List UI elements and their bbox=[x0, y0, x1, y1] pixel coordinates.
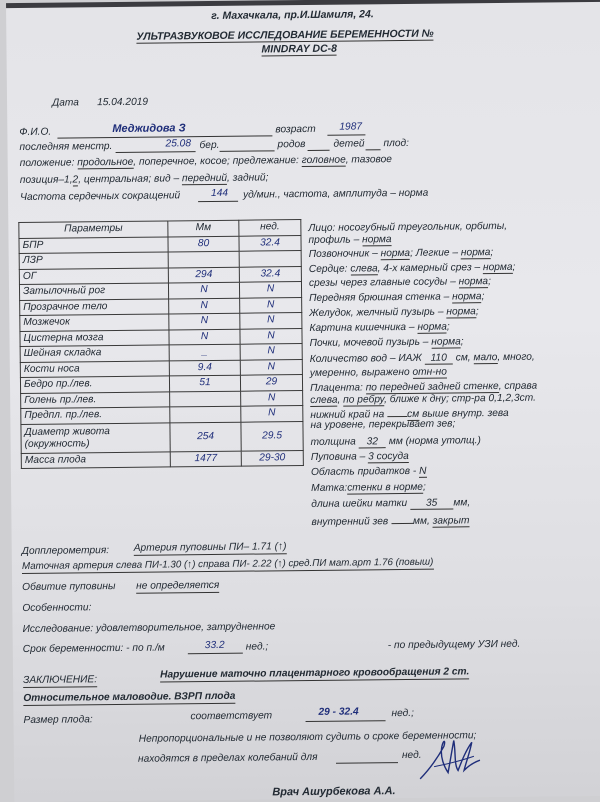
cord-label: Пуповина – bbox=[310, 451, 366, 463]
adnexa-line bbox=[311, 466, 427, 479]
row-mm: N bbox=[169, 298, 240, 314]
face-line: Лицо: носогубный треугольник, орбиты, bbox=[308, 220, 508, 234]
preg-label: бер. bbox=[199, 139, 220, 152]
thick-rest: мм (норма утолщ.) bbox=[388, 435, 481, 448]
position-rest1: , поперечное, косое; предлежание: bbox=[133, 155, 299, 168]
cervix-label: длина шейки матки bbox=[311, 497, 408, 510]
placenta4-line: на уровене, перекрывает зев; bbox=[310, 418, 456, 431]
header-mm: Мм bbox=[168, 220, 239, 236]
cord-line bbox=[311, 451, 409, 464]
water-label: Количество вод – ИАЖ bbox=[309, 352, 422, 365]
pozition-rest: , задний; bbox=[226, 172, 269, 184]
stomach-line: Желудок, желчный пузырь – норма; bbox=[309, 306, 479, 319]
row-weeks: N bbox=[240, 313, 302, 329]
row-mm: N bbox=[169, 313, 240, 329]
water-value: 110 bbox=[425, 352, 453, 364]
mass-label: Масса плода bbox=[21, 451, 170, 468]
os-label: внутренний зев bbox=[311, 516, 389, 528]
range-blank bbox=[336, 751, 398, 764]
row-label: Прозрачное тело bbox=[20, 298, 169, 315]
row-label: ЛЗР bbox=[19, 252, 168, 269]
size-weeks: нед.; bbox=[391, 707, 414, 720]
row-weeks: 32.4 bbox=[239, 266, 301, 282]
doppler-label: Допплерометрия: bbox=[21, 545, 110, 557]
row-mm bbox=[170, 406, 241, 422]
row-label: Кости носа bbox=[20, 360, 169, 377]
placenta-value: по передней задней стенке bbox=[365, 380, 499, 394]
heart-left: слева bbox=[350, 263, 378, 275]
hr-rest: уд/мин., частота, амплитуда – норма bbox=[242, 187, 429, 201]
profile-label: профиль – bbox=[308, 234, 360, 246]
fetus-label: плод: bbox=[383, 137, 410, 150]
spine-norma: норма bbox=[380, 247, 411, 260]
hr-value: 144 bbox=[210, 187, 229, 199]
conclusion-line2: Относительное маловодие. ВЗРП плода bbox=[23, 690, 236, 704]
placenta3-sm: см bbox=[407, 408, 420, 420]
water-rest: , много, bbox=[497, 351, 535, 364]
os-value: закрыт bbox=[432, 515, 470, 527]
study-line: Исследование: удовлетворительное, затрудненное bbox=[22, 621, 276, 635]
row-weeks: 29 bbox=[240, 375, 302, 391]
term-label: Срок беременности: - по п./м bbox=[22, 642, 165, 655]
diameter-weeks: 29.5 bbox=[241, 421, 303, 451]
births-label: родов bbox=[277, 139, 306, 151]
pozition-two: 2 bbox=[72, 174, 79, 186]
cervix-value: 35 bbox=[410, 497, 453, 509]
row-weeks: N bbox=[240, 344, 302, 360]
row-mm bbox=[168, 251, 239, 267]
doctor-name: Врач Ашурбекова А.А. bbox=[272, 785, 396, 799]
size-value: 29 - 32.4 bbox=[318, 706, 359, 718]
row-weeks bbox=[239, 251, 301, 267]
term-prev: - по предыдущему УЗИ нед. bbox=[387, 638, 521, 652]
position-label: положение: bbox=[19, 157, 75, 169]
lungs-label: ; Легкие – bbox=[410, 247, 459, 259]
placenta3-rest: выше внутр. зева bbox=[422, 407, 509, 420]
row-label: Голень пр./лев. bbox=[21, 391, 170, 408]
water2-label: умеренно, выражено bbox=[309, 366, 410, 379]
water2-line bbox=[310, 367, 447, 380]
lmp-label: последняя менстр. bbox=[19, 141, 113, 153]
os-blank bbox=[391, 513, 413, 524]
abd-line: Передняя брюшная стенка – норма; bbox=[309, 291, 485, 304]
water-low: мало bbox=[473, 352, 498, 364]
date-label: Дата bbox=[52, 97, 80, 109]
document-sheet bbox=[6, 0, 600, 802]
row-weeks: N bbox=[240, 328, 302, 344]
disprop-line: Непропорциональные и не позволяют судить о сроке беременности; bbox=[138, 730, 477, 745]
row-weeks: 32.4 bbox=[239, 235, 301, 251]
row-label: Шейная складка bbox=[20, 345, 169, 362]
vessels-label: срезы через главные сосуды – bbox=[308, 276, 456, 289]
doppler-artery: Артерия пуповины ПИ– 1.71 (↑) bbox=[133, 541, 287, 554]
vessels-line: срезы через главные сосуды – норма; bbox=[308, 276, 491, 289]
adnexa-label: Область придатков - bbox=[310, 465, 417, 478]
diameter-label-1: Диаметр живота bbox=[24, 425, 110, 438]
row-weeks: N bbox=[241, 390, 303, 406]
row-weeks: N bbox=[240, 297, 302, 313]
abd-norma: норма bbox=[452, 291, 482, 303]
size-match: соответствует bbox=[190, 710, 273, 723]
children-line bbox=[365, 138, 380, 150]
params-table bbox=[18, 219, 304, 469]
heart-label: Сердце: bbox=[308, 263, 348, 275]
table-row-diameter bbox=[21, 421, 303, 453]
conclusion-label: ЗАКЛЮЧЕНИЕ: bbox=[23, 674, 98, 686]
row-mm: 80 bbox=[168, 236, 239, 252]
children-label: детей bbox=[333, 138, 365, 150]
placenta-rest: , справа bbox=[498, 380, 538, 392]
doppler-uterine: Маточная артерия слева ПИ-1.30 (↑) справа ПИ- 2.22 (↑) сред.ПИ мат.арт 1.76 (повыш) bbox=[21, 556, 434, 572]
row-weeks: N bbox=[240, 359, 302, 375]
cord-value: 3 сосуда bbox=[368, 450, 409, 463]
placenta3-blank bbox=[387, 406, 407, 417]
vessels-norma: норма bbox=[458, 276, 489, 288]
bowel-line: Картина кишечника – норма; bbox=[309, 321, 450, 334]
row-label: Цистерна мозга bbox=[20, 329, 169, 346]
hr-label: Частота сердечных сокращений bbox=[19, 190, 181, 203]
row-label: Затылочный рог bbox=[19, 283, 168, 300]
water-sm: см, bbox=[455, 352, 471, 364]
row-weeks: N bbox=[239, 282, 301, 298]
placenta2-bottom: по ребру bbox=[343, 394, 385, 406]
range-line: находятся в пределах колебаний для bbox=[137, 751, 318, 765]
date-value: 15.04.2019 bbox=[97, 96, 149, 109]
heart-norma: норма bbox=[482, 261, 513, 274]
size-label: Размер плода: bbox=[23, 714, 93, 726]
presentation-head: головное bbox=[301, 154, 346, 167]
fio-label: Ф.И.О. bbox=[19, 126, 52, 138]
header-params: Параметры bbox=[19, 221, 168, 238]
range-weeks: нед. bbox=[401, 749, 422, 762]
mass-weeks: 29-30 bbox=[241, 450, 303, 466]
thick-label: толщина bbox=[310, 436, 356, 448]
abd-label: Передняя брюшная стенка – bbox=[309, 291, 450, 304]
row-mm: 294 bbox=[168, 267, 239, 283]
heart-line: Сердце: слева, 4-х камерный срез – норма; bbox=[308, 261, 516, 275]
position-line bbox=[20, 154, 392, 170]
os-mm: мм, bbox=[412, 515, 430, 527]
uterus-value: стенки в норме bbox=[347, 481, 424, 494]
clinic-address: г. Махачкала, пр.И.Шамиля, 24. bbox=[211, 8, 374, 22]
pozition-label: позиция–1, bbox=[19, 174, 73, 186]
profile-line bbox=[308, 234, 391, 247]
placenta2-rest: , ближе к дну; стр-ра 0,1,2,3ст. bbox=[383, 392, 536, 406]
row-label: БПР bbox=[19, 236, 168, 253]
cervix-line bbox=[311, 497, 470, 511]
device-name: MINDRAY DC-8 bbox=[261, 42, 338, 56]
row-mm: 51 bbox=[169, 375, 240, 391]
placenta3-label: нижний край на bbox=[310, 409, 385, 421]
births-line bbox=[307, 139, 329, 151]
bowel-label: Картина кишечника – bbox=[309, 321, 415, 334]
row-mm: N bbox=[168, 282, 239, 298]
lungs-norma: норма bbox=[460, 247, 491, 259]
spine-line: Позвоночник – норма; Легкие – норма; bbox=[308, 247, 494, 260]
kidneys-line: Почки, мочевой пузырь – норма; bbox=[309, 336, 464, 349]
os-line bbox=[311, 512, 469, 529]
conclusion-line1: Нарушение маточно плацентарного кровообращения 2 ст. bbox=[160, 666, 470, 681]
fio-value: Меджидова З bbox=[112, 122, 186, 136]
heart-mid: , 4-х камерный срез – bbox=[377, 262, 481, 275]
top-strip bbox=[6, 0, 600, 8]
position-longitudinal: продольное bbox=[77, 156, 134, 169]
entangle-label: Обвитие пуповины bbox=[22, 581, 116, 593]
signature-icon bbox=[414, 726, 485, 787]
stomach-label: Желудок, желчный пузырь – bbox=[309, 306, 444, 319]
water2-value: отн-но bbox=[412, 366, 447, 378]
kidneys-label: Почки, мочевой пузырь – bbox=[309, 336, 429, 349]
diameter-label bbox=[21, 422, 170, 453]
adnexa-value: N bbox=[419, 465, 427, 477]
features-label: Особенности: bbox=[22, 602, 92, 614]
spine-label: Позвоночник – bbox=[308, 248, 378, 260]
row-label: Предпл. пр./лев. bbox=[21, 407, 170, 424]
uterus-line: Матка:стенки в норме; bbox=[311, 481, 426, 494]
diameter-mm: 254 bbox=[170, 422, 241, 452]
report-title: УЛЬТРАЗВУКОВОЕ ИССЛЕДОВАНИЕ БЕРЕМЕННОСТИ № bbox=[136, 27, 434, 43]
placenta2-left: слева bbox=[310, 394, 338, 406]
row-label: Мозжечок bbox=[20, 314, 169, 331]
uterus-label: Матка: bbox=[311, 482, 348, 494]
placenta2-mid: , bbox=[337, 394, 341, 406]
table-row-mass bbox=[21, 450, 303, 468]
thick-line bbox=[311, 435, 481, 449]
row-mm bbox=[170, 391, 241, 407]
lmp-value: 25.08 bbox=[165, 138, 192, 150]
thick-value: 32 bbox=[359, 436, 386, 448]
row-mm: N bbox=[169, 329, 240, 345]
mass-mm: 1477 bbox=[170, 451, 241, 467]
cervix-mm: мм, bbox=[453, 497, 471, 509]
age-label: возраст bbox=[275, 123, 316, 136]
water-line bbox=[310, 352, 535, 366]
row-weeks: N bbox=[241, 406, 303, 422]
entangle-value: не определяется bbox=[136, 579, 220, 592]
row-mm: _ bbox=[169, 344, 240, 360]
row-label: Бедро пр./лев. bbox=[20, 376, 169, 393]
preg-line bbox=[219, 139, 274, 152]
header-weeks: нед. bbox=[239, 220, 301, 236]
pozition-mid: , центральная; вид – bbox=[78, 173, 180, 186]
placenta-label: Плацента: bbox=[310, 382, 363, 394]
term-value: 33.2 bbox=[204, 639, 225, 652]
view-front: передний bbox=[181, 172, 228, 185]
stomach-norma: норма bbox=[446, 306, 476, 318]
diameter-label-2: (окружность) bbox=[24, 437, 90, 450]
position-rest2: , тазовое bbox=[345, 154, 392, 166]
profile-norma: норма bbox=[362, 234, 392, 246]
term-weeks: нед.; bbox=[245, 641, 269, 653]
age-value: 1987 bbox=[339, 121, 363, 133]
pozition-line bbox=[20, 172, 269, 187]
row-mm: 9.4 bbox=[169, 360, 240, 376]
kidneys-norma: норма bbox=[431, 336, 461, 348]
bowel-norma: норма bbox=[417, 321, 447, 333]
row-label: ОГ bbox=[19, 267, 168, 284]
